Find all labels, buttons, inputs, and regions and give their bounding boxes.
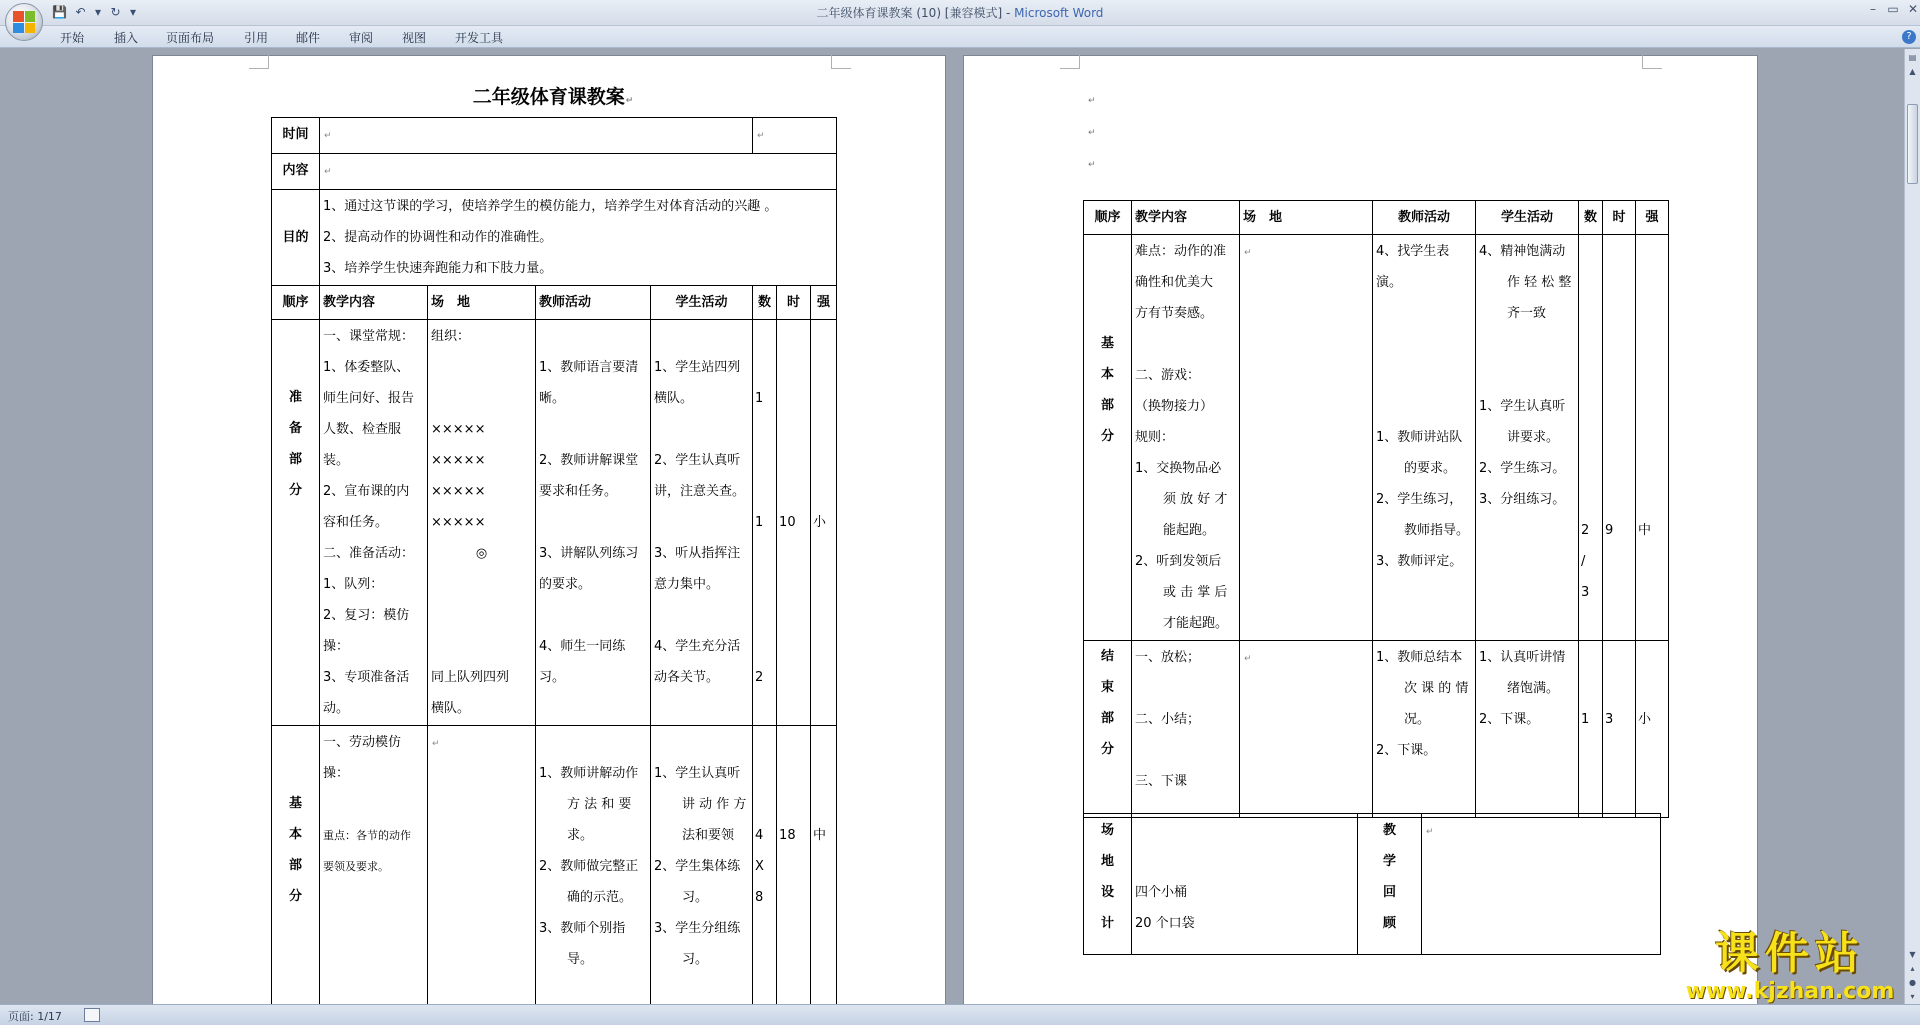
- goal-line: 3、培养学生快速奔跑能力和下肢力量。: [323, 261, 553, 276]
- teacher-position-icon: ◎: [475, 546, 488, 561]
- header-teacher: 教师活动: [1373, 201, 1476, 235]
- margin-corner-mark: [249, 55, 269, 69]
- end-content-cell[interactable]: 一、放松； 二、小结； 三、下课: [1132, 641, 1240, 818]
- redo-icon[interactable]: ↻: [110, 5, 121, 19]
- undo-icon[interactable]: ↶: [75, 5, 86, 19]
- header-intensity: 强: [1636, 201, 1669, 235]
- status-bar: [0, 1004, 1920, 1025]
- review-cell[interactable]: ↵: [1422, 814, 1661, 955]
- time-extra-cell[interactable]: ↵: [753, 118, 837, 154]
- lesson-plan-table-page2: [1083, 200, 1669, 818]
- prep-teacher-cell[interactable]: 1、教师语言要清 晰。 2、教师讲解课堂 要求和任务。 3、讲解队列练习 的要求。 4、师生一同练 习。: [536, 320, 651, 726]
- help-icon[interactable]: ?: [1902, 30, 1916, 44]
- previous-page-icon[interactable]: ▴: [1910, 964, 1915, 973]
- document-area[interactable]: [0, 49, 1900, 1004]
- time-label: 时间: [272, 118, 320, 154]
- review-label: 教 学 回 顾: [1358, 814, 1422, 955]
- lesson-plan-table-page1: [271, 117, 837, 1004]
- prep-label: 准 备 部 分: [272, 320, 320, 726]
- header-content: 教学内容: [320, 286, 428, 320]
- basic-count-cell[interactable]: 2 / 3: [1579, 235, 1603, 641]
- scroll-down-icon[interactable]: ▼: [1909, 950, 1916, 959]
- end-student-cell[interactable]: 1、认真听讲情 绪饱满。 2、下课。: [1476, 641, 1579, 818]
- header-student: 学生活动: [1476, 201, 1579, 235]
- header-venue: 场 地: [1240, 201, 1373, 235]
- goal-line: 2、提高动作的协调性和动作的准确性。: [323, 230, 553, 245]
- tab-insert[interactable]: 插入: [114, 31, 139, 45]
- tab-view[interactable]: 视图: [402, 31, 427, 45]
- header-count: 数: [753, 286, 777, 320]
- margin-corner-mark: [831, 55, 851, 69]
- end-intensity-cell[interactable]: 小: [1636, 641, 1669, 818]
- basic-intensity-cell[interactable]: 中: [811, 726, 837, 1005]
- basic-section-row: [272, 726, 837, 1005]
- tab-home[interactable]: 开始: [60, 31, 85, 45]
- end-section-row: [1084, 641, 1669, 818]
- goal-cell[interactable]: [320, 190, 837, 286]
- header-intensity: 强: [811, 286, 837, 320]
- paragraph-mark: ↵: [1088, 128, 1096, 138]
- prep-venue-cell[interactable]: 组织： ××××× ××××× ××××× ××××× ◎ 同上队列四列 横队。: [428, 320, 536, 726]
- proofing-status-icon[interactable]: [84, 1008, 100, 1022]
- prep-count-cell[interactable]: 1 1 2: [753, 320, 777, 726]
- header-student: 学生活动: [651, 286, 753, 320]
- end-venue-cell[interactable]: ↵: [1240, 641, 1373, 818]
- ruler-toggle-icon[interactable]: ▤: [1908, 53, 1917, 62]
- document-page-2[interactable]: [963, 55, 1758, 1004]
- tab-review[interactable]: 审阅: [349, 31, 374, 45]
- header-order: 顺序: [272, 286, 320, 320]
- venue-design-label: 场 地 设 计: [1084, 814, 1132, 955]
- basic-section-row: [1084, 235, 1669, 641]
- basic-label: 基 本 部 分: [1084, 235, 1132, 641]
- venue-review-table: [1083, 813, 1661, 955]
- office-logo-icon: [13, 11, 35, 33]
- header-time: 时: [777, 286, 811, 320]
- paragraph-mark: ↵: [1088, 96, 1096, 106]
- header-count: 数: [1579, 201, 1603, 235]
- header-time: 时: [1603, 201, 1636, 235]
- margin-corner-mark: [1642, 55, 1662, 69]
- basic-teacher-cell[interactable]: 4、找学生表 演。 1、教师讲站队 的要求。 2、学生练习， 教师指导。 3、教师评定。: [1373, 235, 1476, 641]
- basic-venue-cell[interactable]: ↵: [1240, 235, 1373, 641]
- scroll-thumb[interactable]: [1907, 104, 1918, 184]
- header-order: 顺序: [1084, 201, 1132, 235]
- tab-references[interactable]: 引用: [244, 31, 269, 45]
- content-value-cell[interactable]: ↵: [320, 154, 837, 190]
- office-button[interactable]: [5, 3, 43, 41]
- content-label: 内容: [272, 154, 320, 190]
- title-bar: [0, 0, 1920, 26]
- prep-section-row: [272, 320, 837, 726]
- prep-intensity-cell[interactable]: 小: [811, 320, 837, 726]
- page-indicator[interactable]: 页面: 1/17: [8, 1010, 62, 1023]
- document-title: 二年级体育课教案↵: [472, 86, 634, 108]
- tab-page-layout[interactable]: 页面布局: [166, 31, 215, 45]
- select-browse-object-icon[interactable]: ●: [1909, 978, 1916, 987]
- basic-student-cell[interactable]: 4、精神饱满动 作 轻 松 整 齐一致 1、学生认真听 讲要求。 2、学生练习。 3、分组练习。: [1476, 235, 1579, 641]
- goal-label: 目的: [272, 190, 320, 286]
- next-page-icon[interactable]: ▾: [1910, 992, 1915, 1001]
- vertical-scrollbar[interactable]: [1904, 49, 1920, 1004]
- basic-teacher-cell[interactable]: 1、教师讲解动作 方 法 和 要 求。 2、教师做完整正 确的示范。 3、教师个别指 导。: [536, 726, 651, 1005]
- end-count-cell[interactable]: 1: [1579, 641, 1603, 818]
- basic-content-cell[interactable]: 一、劳动模仿 操： 重点：各节的动作 要领及要求。: [320, 726, 428, 1005]
- margin-corner-mark: [1060, 55, 1080, 69]
- minimize-button[interactable]: –: [1870, 2, 1876, 16]
- basic-intensity-cell[interactable]: 中: [1636, 235, 1669, 641]
- prep-time-cell[interactable]: 10: [777, 320, 811, 726]
- undo-dropdown-icon[interactable]: ▾: [94, 5, 102, 19]
- header-content: 教学内容: [1132, 201, 1240, 235]
- prep-student-cell[interactable]: 1、学生站四列 横队。 2、学生认真听 讲，注意关查。 3、听从指挥注 意力集中。 4、学生充分活 动各关节。: [651, 320, 753, 726]
- end-label: 结 束 部 分: [1084, 641, 1132, 818]
- header-teacher: 教师活动: [536, 286, 651, 320]
- goal-line: 1、通过这节课的学习，使培养学生的模仿能力，培养学生对体育活动的兴趣 。: [323, 199, 778, 214]
- end-teacher-cell[interactable]: 1、教师总结本 次 课 的 情 况。 2、下课。: [1373, 641, 1476, 818]
- close-button[interactable]: ✕: [1907, 2, 1919, 16]
- document-page-1[interactable]: [152, 55, 946, 1004]
- header-venue: 场 地: [428, 286, 536, 320]
- paragraph-mark: ↵: [1088, 160, 1096, 170]
- scroll-up-icon[interactable]: ▲: [1909, 67, 1916, 76]
- ribbon-tab-bar: [0, 26, 1920, 48]
- tab-mailings[interactable]: 邮件: [296, 31, 321, 45]
- venue-design-cell[interactable]: 四个小桶 20 个口袋: [1132, 814, 1358, 955]
- save-icon[interactable]: 💾: [52, 5, 67, 19]
- restore-button[interactable]: ▭: [1887, 2, 1899, 16]
- basic-venue-cell[interactable]: ↵: [428, 726, 536, 1005]
- basic-time-cell[interactable]: 18: [777, 726, 811, 1005]
- window-title: 二年级体育课教案 (10) [兼容模式] - Microsoft Word: [816, 6, 1104, 20]
- prep-content-cell[interactable]: 一、课堂常规： 1、体委整队、 师生问好、报告 人数、检查服 装。 2、宣布课的内 容和任务。 二、准备活动： 1、队列： 2、复习：模仿 操： 3、专项准备活 动。: [320, 320, 428, 726]
- customize-qat-icon[interactable]: ▾: [129, 5, 137, 19]
- basic-content-cell[interactable]: 难点：动作的准 确性和优美大 方有节奏感。 二、游戏： （换物接力） 规则： 1、交换物品必 须 放 好 才 能起跑。 2、听到发领后 或 击 掌 后 才能起跑。: [1132, 235, 1240, 641]
- tab-developer[interactable]: 开发工具: [455, 31, 504, 45]
- time-value-cell[interactable]: ↵: [320, 118, 753, 154]
- end-time-cell[interactable]: 3: [1603, 641, 1636, 818]
- basic-label: 基 本 部 分: [272, 726, 320, 1005]
- basic-student-cell[interactable]: 1、学生认真听 讲 动 作 方 法和要领 2、学生集体练 习。 3、学生分组练 习。: [651, 726, 753, 1005]
- watermark-logo: 课件站 www.kjzhan.com: [1685, 928, 1895, 1004]
- basic-time-cell[interactable]: 9: [1603, 235, 1636, 641]
- basic-count-cell[interactable]: 4 X 8: [753, 726, 777, 1005]
